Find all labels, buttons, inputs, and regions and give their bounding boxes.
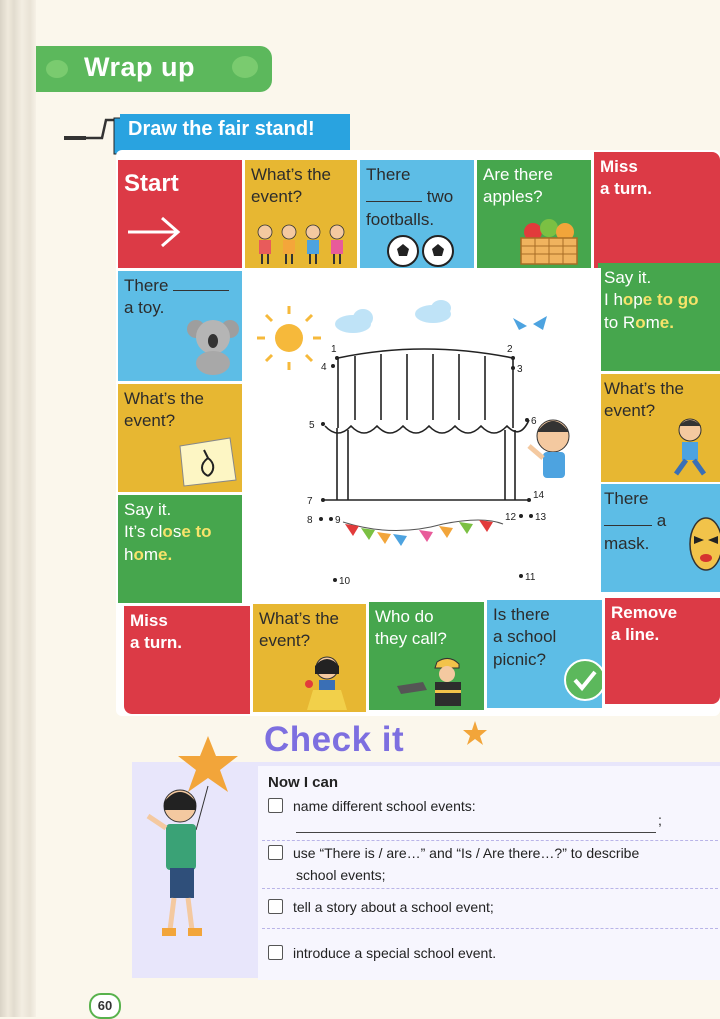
cell-text: Miss a turn. [130,611,182,653]
cell-text: Miss a turn. [600,157,652,199]
cell-text: e. [659,312,674,332]
firefighter-icon [393,656,473,708]
blank-line [366,201,422,202]
board-cell-miss-turn[interactable] [124,606,250,714]
checkbox[interactable] [268,899,283,914]
cell-line [124,521,236,543]
cell-text: to R [604,312,636,332]
now-i-can-label: Now I can [268,774,339,791]
dot-label: 10 [339,576,351,587]
cell-text: I h [604,290,623,310]
board-cell-call[interactable] [369,602,484,710]
cell-text: m [143,544,159,564]
dot-label: 7 [307,496,313,507]
dot-label: 12 [505,512,517,523]
cell-text: mask. [604,533,650,553]
cell-text: Are there apples? [483,165,553,207]
cell-text: a toy. [124,298,165,318]
check-item [268,842,639,866]
checkbox[interactable] [268,945,283,960]
stand-canopy [323,349,529,500]
banner-decoration [232,56,258,78]
board-cell-footballs[interactable] [360,160,474,268]
highlight-letter: o [622,290,634,310]
running-boy-icon [660,416,716,478]
cell-text: Say it. [604,268,652,287]
highlight-letter: o [635,312,646,332]
cell-text: p [633,290,643,310]
banner-decoration [46,60,68,78]
cell-text: two [426,187,454,207]
cell-text: It’s cl [124,522,163,542]
check-item-text: introduce a special school event. [293,945,497,961]
page-title: Wrap up [84,52,195,82]
dot-label: 6 [531,416,537,427]
board-cell-event[interactable] [118,384,242,492]
checkbox[interactable] [268,798,283,813]
dot-label: 14 [533,490,545,501]
dot-label: 1 [331,344,337,355]
cell-text: e to go [642,290,699,310]
cell-text: What’s the event? [259,609,340,651]
numbered-dots [319,356,533,582]
book-page-edge [0,0,36,1017]
cell-text: What’s the event? [604,379,685,421]
check-item [268,896,494,920]
check-it-title: Check it [264,720,405,759]
check-item-text: use “There is / are…” and “Is / Are there…?” to describe [293,845,640,861]
check-item [268,942,496,966]
dot-label: 2 [507,344,513,355]
dot-label: 8 [307,515,313,526]
page-number: 60 [89,993,121,1019]
divider [262,928,718,929]
cell-line [366,186,468,208]
board-cell-mask[interactable] [598,484,720,592]
cell-line [604,312,714,334]
dot-label: 11 [525,572,536,583]
board-cell-event[interactable] [598,374,720,482]
bunting-decoration [343,520,503,546]
cell-text: What’s the event? [124,389,205,431]
koala-toy-icon [186,315,240,375]
answer-line[interactable] [296,832,656,833]
cell-text: e to [181,522,212,542]
cell-line [604,289,714,311]
dot-label: 13 [535,512,547,523]
cell-line [124,544,236,566]
check-item [268,795,476,819]
divider [262,888,718,889]
dot-label: 3 [517,364,523,375]
highlight-letter: o [133,544,144,564]
highlight-letter: o [162,522,173,542]
cell-text: h [124,544,134,564]
board-cell-say-hope-rome[interactable] [598,263,720,371]
cell-line [124,275,236,297]
cell-text: There [124,276,169,295]
checkbox[interactable] [268,845,283,860]
cell-text: What’s the event? [251,165,332,207]
board-cell-remove-line[interactable] [605,598,720,704]
cell-text: Remove a line. [611,603,678,645]
waving-boy-icon [529,420,569,478]
cell-text: m [645,312,660,332]
board-cell-start[interactable] [118,160,242,268]
cell-text: Who do they call? [375,607,447,649]
check-item-text: name different school events: [293,798,476,814]
check-item-text: tell a story about a school event; [293,899,494,915]
dot-label: 9 [335,515,341,526]
checkmark-icon [563,658,602,702]
blank-line [604,525,652,526]
dot-label: 4 [321,362,327,373]
board-cell-miss-turn[interactable] [594,152,720,268]
dot-to-dot-area[interactable] [243,268,601,602]
cell-text: Start [124,170,179,197]
cell-text: s [172,522,182,542]
cloud-icon [335,300,451,333]
cell-text: There [366,165,411,184]
board-cell-event[interactable] [245,160,357,268]
board-cell-apples[interactable] [477,160,591,268]
cell-text: a [656,511,667,531]
sun-icon [257,306,321,370]
snow-white-icon [299,654,353,710]
paint-roller-icon [64,116,124,156]
blank-line [173,290,229,291]
cell-text: There [604,489,649,508]
dot-labels [307,344,547,587]
cell-text: footballs. [366,209,435,229]
check-item-continuation: school events; [296,867,386,883]
star-icon [462,720,488,746]
arrow-right-icon [124,212,184,252]
board-cell-picnic[interactable] [487,600,602,708]
cell-text: Is there a school picnic? [493,605,557,669]
board-cell-toy[interactable] [118,271,242,381]
birds-icon [513,316,547,330]
divider [262,840,718,841]
cell-text: e. [158,544,173,564]
board-cell-event[interactable] [253,604,366,712]
note-drawing-icon [174,436,238,488]
cell-text: Say it. [124,500,172,519]
dot-label: 5 [309,420,315,431]
board-cell-say-close-home[interactable] [118,495,242,603]
footballs-icon [386,234,456,268]
girl-with-star-balloon-icon [130,736,260,946]
opera-mask-icon [686,514,720,574]
children-singing-icon [251,222,351,266]
semicolon: ; [658,812,662,828]
picnic-basket-icon [515,216,583,266]
task-title: Draw the fair stand! [128,118,315,140]
fair-stand-drawing [243,268,601,602]
